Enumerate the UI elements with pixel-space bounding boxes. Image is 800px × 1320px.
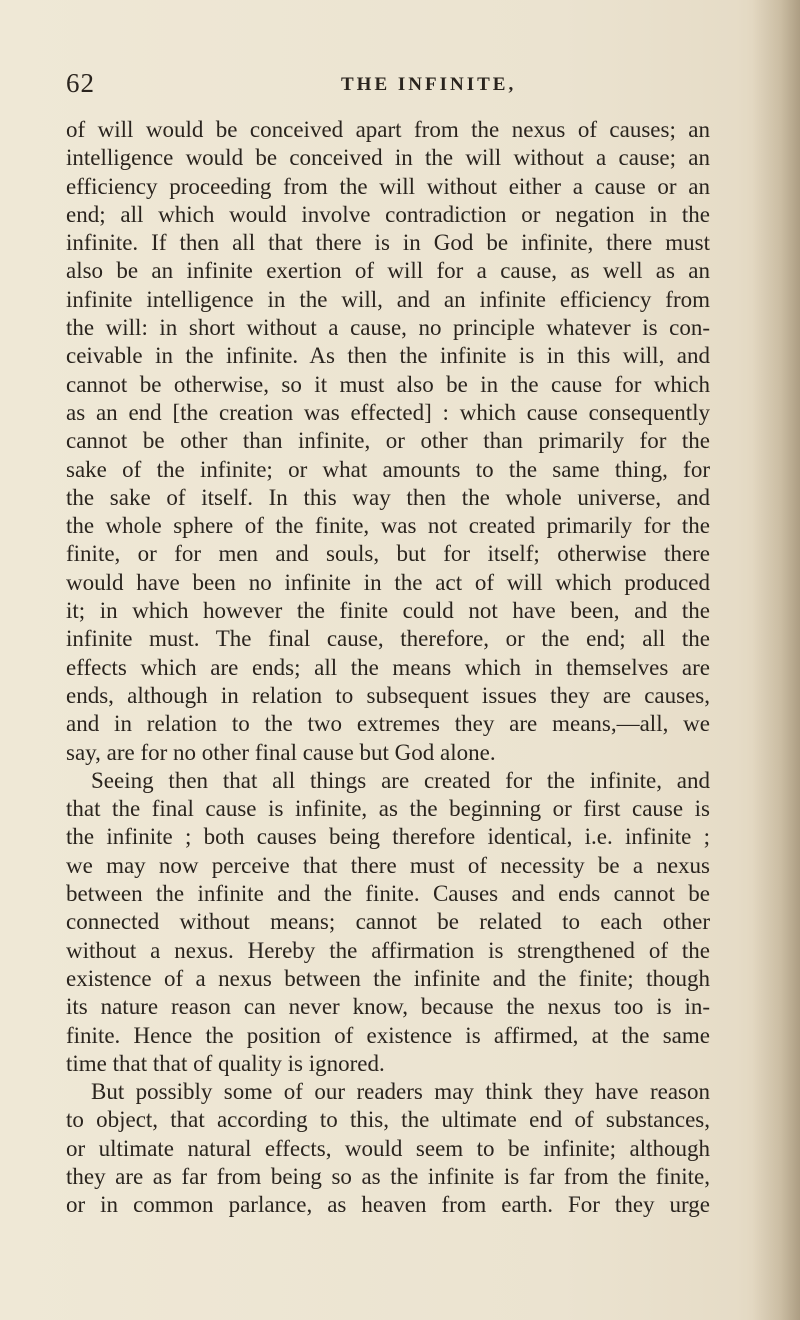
text-line: finite. Hence the position of existence is affirmed, at the same bbox=[66, 1022, 710, 1048]
paragraph-start-line: Seeing then that all things are created for the infinite, and bbox=[91, 767, 710, 793]
text-line: the whole sphere of the finite, was not created primarily for the bbox=[66, 513, 710, 539]
text-line: existence of a nexus between the infinite and the finite; though bbox=[66, 965, 710, 991]
text-line: ends, although in relation to subsequent issues they are causes, bbox=[66, 682, 710, 708]
text-line: we may now perceive that there must of necessity be a nexus bbox=[66, 852, 710, 878]
text-line: cannot be other than infinite, or other than primarily for the bbox=[66, 428, 710, 454]
paragraph-start-line: But possibly some of our readers may think they have reason bbox=[91, 1079, 710, 1105]
running-head: THE INFINITE, bbox=[341, 74, 517, 95]
paragraph-end-line: time that that of quality is ignored. bbox=[66, 1050, 385, 1076]
text-line: as an end [the creation was effected] : which cause consequently bbox=[66, 399, 710, 425]
text-line: infinite must. The final cause, therefore, or the end; all the bbox=[66, 626, 710, 652]
text-line: or ultimate natural effects, would seem to be infinite; although bbox=[66, 1135, 710, 1161]
text-line: effects which are ends; all the means which in themselves are bbox=[66, 654, 710, 680]
text-line: connected without means; cannot be related to each other bbox=[66, 909, 710, 935]
text-line: would have been no infinite in the act of will which produced bbox=[66, 569, 710, 595]
text-line: finite, or for men and souls, but for itself; otherwise there bbox=[66, 541, 710, 567]
text-line: efficiency proceeding from the will without either a cause or an bbox=[66, 173, 710, 199]
text-line: also be an infinite exertion of will for a cause, as well as an bbox=[66, 258, 710, 284]
text-line: cannot be otherwise, so it must also be in the cause for which bbox=[66, 371, 710, 397]
text-line: sake of the infinite; or what amounts to the same thing, for bbox=[66, 456, 710, 482]
text-line: the will: in short without a cause, no principle whatever is con- bbox=[66, 315, 710, 341]
text-line: its nature reason can never know, because the nexus too is in- bbox=[66, 994, 710, 1020]
text-line: that the final cause is infinite, as the beginning or first cause is bbox=[66, 796, 710, 822]
text-line: to object, that according to this, the ultimate end of substances, bbox=[66, 1107, 710, 1133]
text-line: infinite intelligence in the will, and an infinite efficiency from bbox=[66, 286, 710, 312]
page-number: 62 bbox=[66, 68, 95, 98]
text-line: they are as far from being so as the infinite is far from the finite, bbox=[66, 1163, 710, 1189]
text-line: between the infinite and the finite. Causes and ends cannot be bbox=[66, 881, 710, 907]
text-line: the sake of itself. In this way then the whole universe, and bbox=[66, 484, 710, 510]
text-line: end; all which would involve contradiction or negation in the bbox=[66, 201, 710, 227]
text-line: the infinite ; both causes being therefore identical, i.e. infinite ; bbox=[66, 824, 710, 850]
paragraph-end-line: say, are for no other final cause but God alone. bbox=[66, 739, 496, 765]
page-edge-shadow bbox=[752, 0, 800, 1320]
text-line: or in common parlance, as heaven from earth. For they urge bbox=[66, 1192, 710, 1218]
body-text bbox=[66, 116, 710, 1220]
text-line: of will would be conceived apart from the nexus of causes; an bbox=[66, 117, 710, 142]
text-line: intelligence would be conceived in the will without a cause; an bbox=[66, 145, 710, 171]
text-line: and in relation to the two extremes they are means,—all, we bbox=[66, 711, 710, 737]
page-header bbox=[66, 68, 706, 98]
text-line: ceivable in the infinite. As then the infinite is in this will, and bbox=[66, 343, 710, 369]
text-line: it; in which however the finite could not have been, and the bbox=[66, 598, 710, 624]
text-line: infinite. If then all that there is in God be infinite, there must bbox=[66, 230, 710, 256]
text-line: without a nexus. Hereby the affirmation is strengthened of the bbox=[66, 937, 710, 963]
